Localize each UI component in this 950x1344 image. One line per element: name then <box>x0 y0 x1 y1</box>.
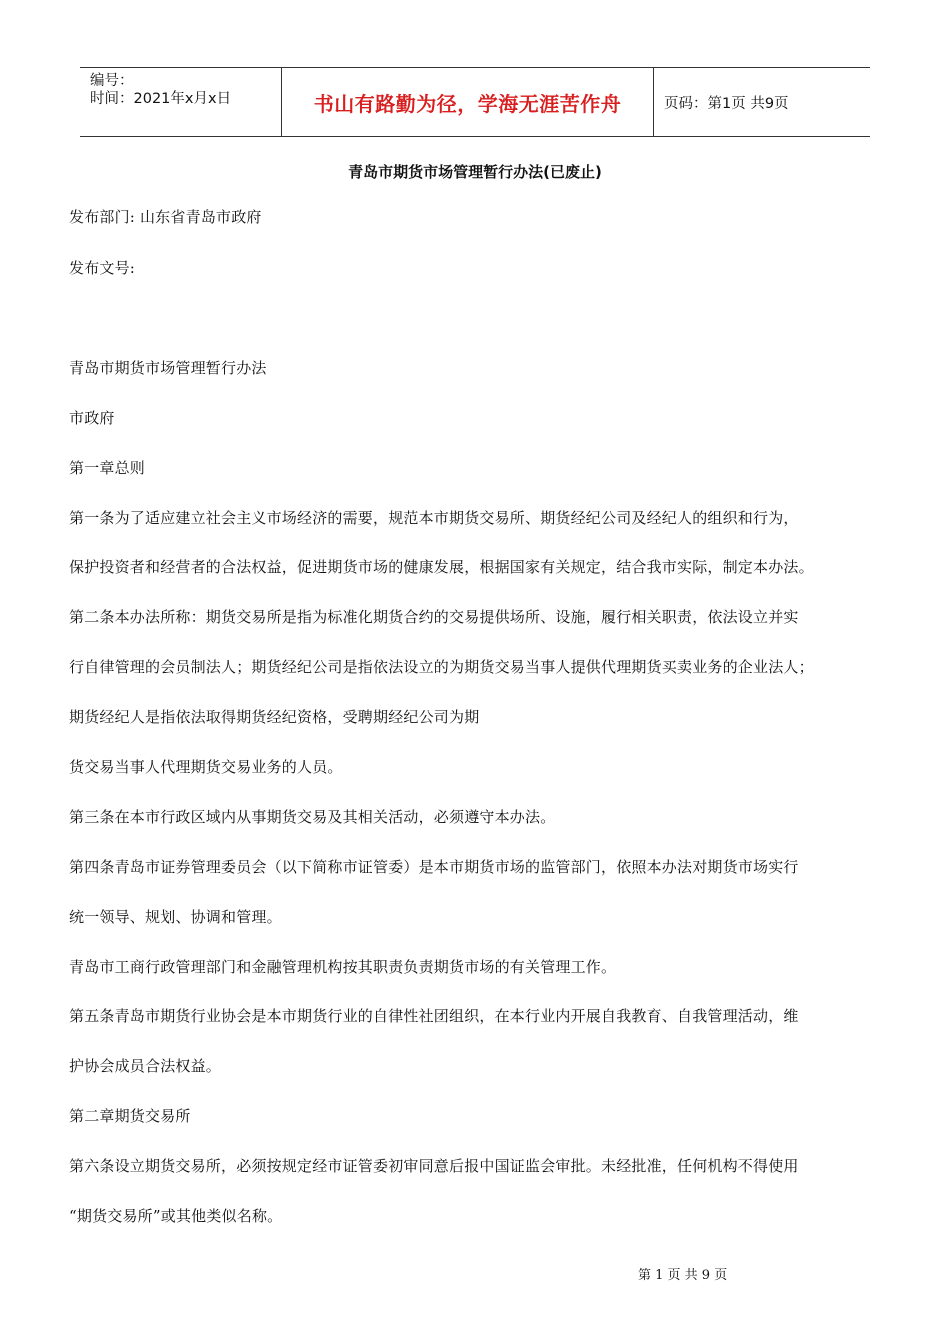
publish-department: 发布部门: 山东省青岛市政府 <box>69 208 262 226</box>
chapter-1-heading: 第一章总则 <box>69 459 146 477</box>
article-4-line-3: 青岛市工商行政管理部门和金融管理机构按其职责负责期货市场的有关管理工作。 <box>69 958 617 976</box>
header-page-cell <box>654 68 870 136</box>
publish-doc-number: 发布文号: <box>69 259 136 277</box>
article-4-line-2: 统一领导、规划、协调和管理。 <box>69 908 282 926</box>
article-6-line-2: “期货交易所”或其他类似名称。 <box>69 1207 283 1225</box>
article-3: 第三条在本市行政区域内从事期货交易及其相关活动，必须遵守本办法。 <box>69 808 556 826</box>
article-2-line-3: 期货经纪人是指依法取得期货经纪资格，受聘期经纪公司为期 <box>69 708 480 726</box>
heading-title: 青岛市期货市场管理暂行办法 <box>69 359 267 377</box>
article-2-line-2: 行自律管理的会员制法人；期货经纪公司是指依法设立的为期货交易当事人提供代理期货买卖业务的企业法人； <box>69 658 814 676</box>
article-2-line-4: 货交易当事人代理期货交易业务的人员。 <box>69 758 343 776</box>
header-meta <box>80 68 281 136</box>
time-label: 时间：2021年x月x日 <box>90 91 232 107</box>
article-5-line-1: 第五条青岛市期货行业协会是本市期货行业的自律性社团组织，在本行业内开展自我教育、自我管理活动，维 <box>69 1007 799 1025</box>
header-motto-cell <box>281 68 654 136</box>
page-label: 页码：第1页 共9页 <box>664 95 789 112</box>
chapter-2-heading: 第二章期货交易所 <box>69 1107 191 1125</box>
article-2-line-1: 第二条本办法所称：期货交易所是指为标准化期货合约的交易提供场所、设施，履行相关职责，依法设立并实 <box>69 608 799 626</box>
article-5-line-2: 护协会成员合法权益。 <box>69 1057 222 1075</box>
header-table <box>80 67 870 137</box>
article-1-line-2: 保护投资者和经营者的合法权益，促进期货市场的健康发展，根据国家有关规定，结合我市实际，制定本办法。 <box>69 558 814 576</box>
serial-label: 编号： <box>90 73 134 89</box>
article-4-line-1: 第四条青岛市证券管理委员会（以下简称市证管委）是本市期货市场的监管部门，依照本办法对期货市场实行 <box>69 858 799 876</box>
footer-page-number: 第 1 页 共 9 页 <box>638 1268 728 1283</box>
document-title: 青岛市期货市场管理暂行办法(已废止) <box>348 163 602 181</box>
motto: 书山有路勤为径，学海无涯苦作舟 <box>313 91 622 116</box>
article-6-line-1: 第六条设立期货交易所，必须按规定经市证管委初审同意后报中国证监会审批。未经批准，任何机构不得使用 <box>69 1157 799 1175</box>
article-1-line-1: 第一条为了适应建立社会主义市场经济的需要，规范本市期货交易所、期货经纪公司及经纪人的组织和行为， <box>69 509 799 527</box>
issuer: 市政府 <box>69 409 115 427</box>
